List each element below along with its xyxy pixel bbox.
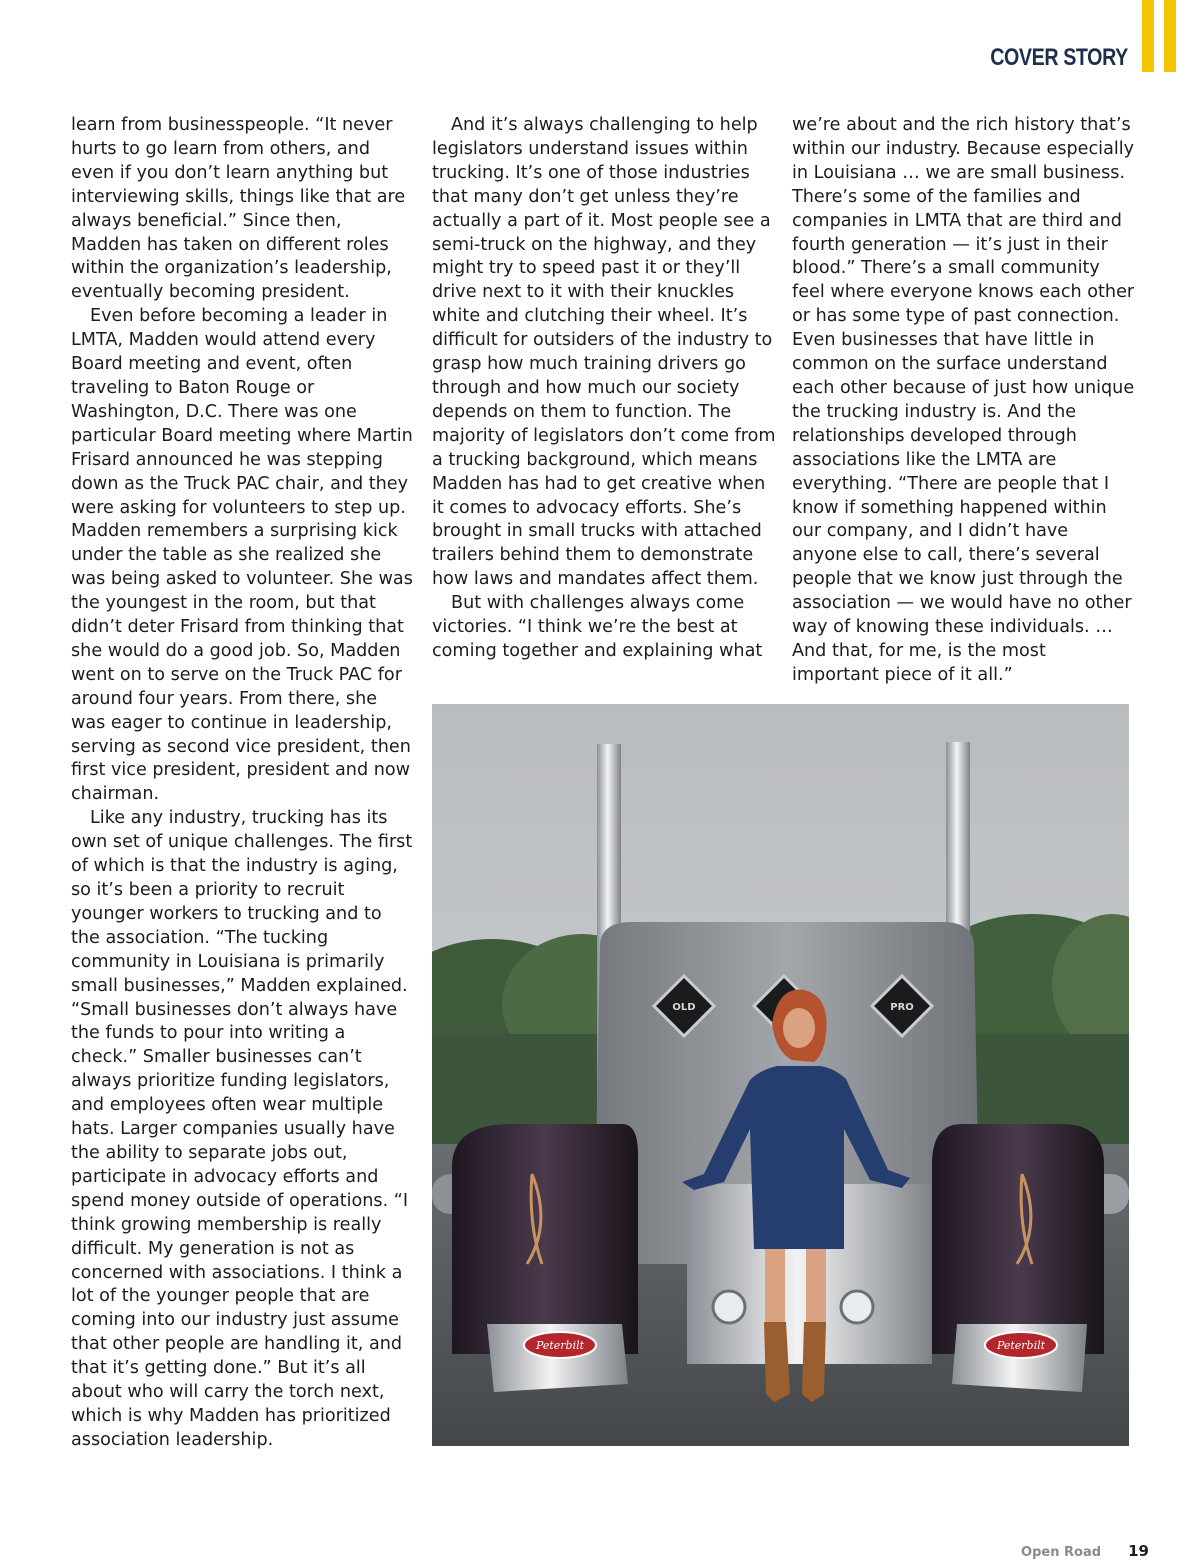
- accent-bar: [1142, 0, 1154, 72]
- accent-bars: [1142, 0, 1178, 72]
- svg-text:PRO: PRO: [890, 1002, 914, 1013]
- article-column-3: [792, 114, 1137, 688]
- svg-text:Peterbilt: Peterbilt: [996, 1339, 1046, 1352]
- paragraph: Even before becoming a leader in LMTA, Madden would attend every Board meeting and event, often traveling to Baton Rouge or Washington, D.C. There was one particular Board meeting where Martin Frisard announced he was stepping down as the Truck PAC chair, and they were asking for volunteers to step up. Madden remembers a surprising kick under the table as she realized she was being asked to volunteer. She was the youngest in the room, but that didn’t deter Frisard from thinking that she would do a good job. So, Madden went on to serve on the Truck PAC for around four years. From there, she was eager to continue in leadership, serving as second vice president, then first vice president, president and now chairman.: [71, 306, 413, 805]
- paragraph: we’re about and the rich history that’s within our industry. Because especially in Louisiana … we are small business. There’s some of the families and companies in LMTA that are third and fourth generation — it’s just in their blood.” There’s a small community feel where everyone knows each other or has some type of past connection. Even businesses that have little in common on the surface understand each other because of just how unique the trucking industry is. And the relationships developed through associations like the LMTA are everything. “There are people that I know if something happened within our company, and I didn’t have anyone else to call, there’s several people that we know just through the association — we would have no other way of knowing these individuals. … And that, for me, is the most important piece of it all.”: [792, 115, 1135, 685]
- feature-photo: [432, 704, 1129, 1446]
- page-number: 19: [1128, 1542, 1149, 1560]
- accent-bar: [1164, 0, 1176, 72]
- svg-text:OLD: OLD: [672, 1002, 696, 1013]
- paragraph: learn from businesspeople. “It never hurts to go learn from others, and even if you don’t learn anything but interviewing skills, things like that are always beneficial.” Since then, Madden has taken on different roles within the organization’s leadership, eventually becoming president.: [71, 115, 406, 303]
- paragraph: And it’s always challenging to help legislators understand issues within trucking. It’s one of those industries that many don’t get unless they’re actually a part of it. Most people see a semi-truck on the highway, and they might try to speed past it or they’ll drive next to it with their knuckles white and clutching their wheel. It’s difficult for outsiders of the industry to grasp how much training drivers go through and how much our society depends on them to function. The majority of legislators don’t come from a trucking background, which means Madden has had to get creative when it comes to advocacy efforts. She’s brought in small trucks with attached trailers behind them to demonstrate how laws and mandates affect them.: [432, 115, 776, 590]
- section-label: COVER STORY: [990, 44, 1128, 71]
- svg-text:Peterbilt: Peterbilt: [535, 1339, 585, 1352]
- paragraph: Like any industry, trucking has its own set of unique challenges. The first of which is that the industry is aging, so it’s been a priority to recruit younger workers to trucking and to the association. “The tucking community in Louisiana is primarily small businesses,” Madden explained. “Small businesses don’t always have the funds to pour into writing a check.” Smaller businesses can’t always prioritize funding legislators, and employees often wear multiple hats. Larger companies usually have the ability to separate jobs out, participate in advocacy efforts and spend money outside of operations. “I think growing membership is really difficult. My generation is not as concerned with associations. I think a lot of the younger people that are coming into our industry just assume that other people are handling it, and that it’s getting done.” But it’s all about who will carry the torch next, which is why Madden has prioritized association leadership.: [71, 808, 413, 1450]
- article-column-2: [432, 114, 777, 664]
- truck-photo-illustration: [432, 704, 1129, 1446]
- article-column-1: [71, 114, 416, 1453]
- publication-name: Open Road: [1021, 1545, 1102, 1560]
- page-footer: [1021, 1541, 1149, 1560]
- paragraph: But with challenges always come victories. “I think we’re the best at coming together and explaining what: [432, 593, 763, 661]
